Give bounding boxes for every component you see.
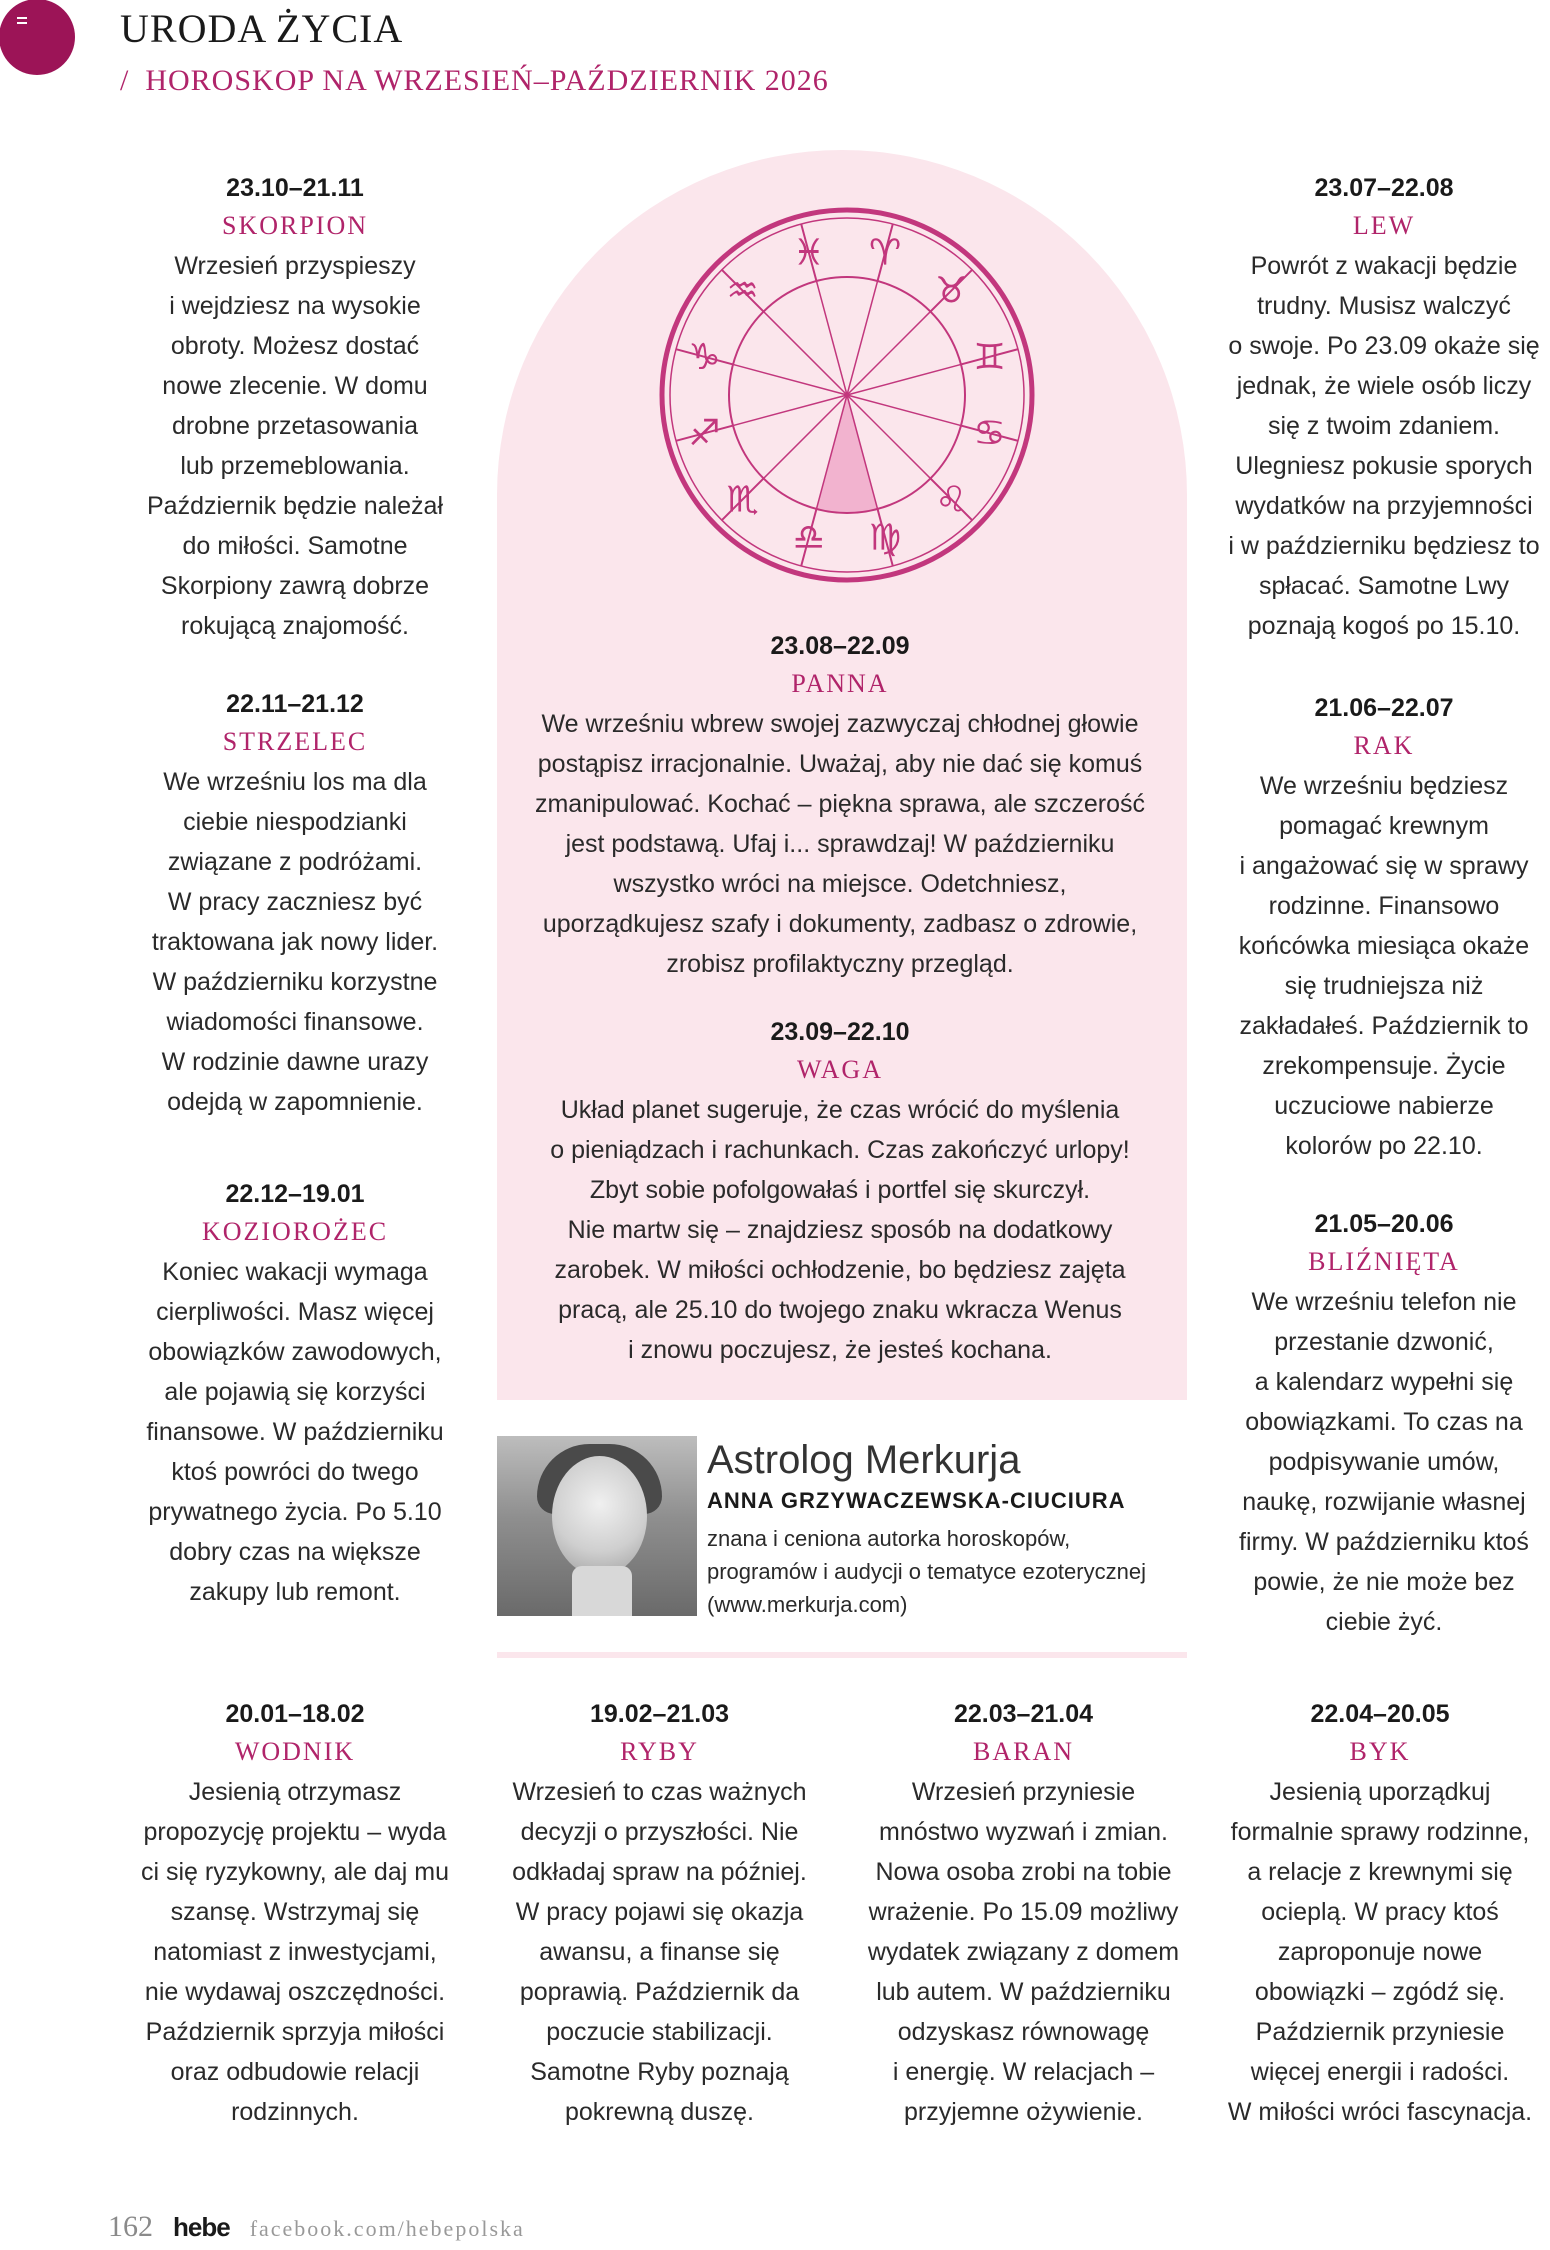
- text-line: o pieniądzach i rachunkach. Czas zakończyć urlopy!: [550, 1136, 1130, 1164]
- text-line: odejdą w zapomnienie.: [167, 1088, 423, 1116]
- facebook-link[interactable]: facebook.com/hebepolska: [249, 2216, 525, 2241]
- sign-text: [482, 1772, 837, 2132]
- sign-name: BYK: [1349, 1737, 1411, 1766]
- text-line: ciebie żyć.: [1325, 1608, 1443, 1636]
- text-line: rodzinne. Finansowo: [1268, 892, 1500, 920]
- text-line: powie, że nie może bez: [1253, 1568, 1515, 1596]
- sign-wodnik: [120, 1696, 470, 2132]
- sign-text: [1218, 246, 1550, 646]
- text-line: Powrót z wakacji będzie: [1250, 252, 1518, 280]
- text-line: Nie martw się – znajdziesz sposób na dodatkowy: [567, 1216, 1113, 1244]
- text-line: i w październiku będziesz to: [1228, 532, 1540, 560]
- sign-text: [1210, 1772, 1550, 2132]
- page-footer: [108, 2210, 525, 2250]
- section-title: [120, 64, 829, 98]
- sign-name: PANNA: [791, 669, 889, 698]
- text-line: wydatek związany z domem: [867, 1938, 1180, 1966]
- text-line: Jesienią uporządkuj: [1269, 1778, 1491, 1806]
- text-line: obowiązki – zgódź się.: [1254, 1978, 1506, 2006]
- text-line: Ulegniesz pokusie sporych: [1235, 452, 1533, 480]
- wheel-spoke: [847, 281, 878, 395]
- sign-baran: [846, 1696, 1201, 2132]
- text-line: (www.merkurja.com): [707, 1592, 908, 1617]
- text-line: awansu, a finanse się: [539, 1938, 780, 1966]
- text-line: zrekompensuje. Życie: [1262, 1052, 1506, 1080]
- text-line: się z twoim zdaniem.: [1267, 412, 1501, 440]
- sign-dates: 22.12–19.01: [225, 1180, 365, 1208]
- wheel-spoke: [733, 364, 847, 395]
- text-line: wrażenie. Po 15.09 możliwy: [868, 1898, 1179, 1926]
- text-line: Skorpiony zawrą dobrze: [160, 572, 430, 600]
- text-line: szansę. Wstrzymaj się: [170, 1898, 420, 1926]
- sign-name: KOZIOROŻEC: [201, 1217, 389, 1246]
- text-line: mnóstwo wyzwań i zmian.: [879, 1818, 1168, 1846]
- sign-name: WODNIK: [234, 1737, 356, 1766]
- text-line: Samotne Ryby poznają: [530, 2058, 789, 2086]
- sign-ryby: [482, 1696, 837, 2132]
- zodiac-glyph-icon: ♋: [973, 413, 1006, 455]
- text-line: spłacać. Samotne Lwy: [1258, 572, 1510, 600]
- text-line: lub przemeblowania.: [180, 452, 410, 480]
- text-line: ciebie niespodzianki: [183, 808, 407, 836]
- text-line: programów i audycji o tematyce ezoterycznej: [707, 1559, 1146, 1584]
- sign-text: [510, 704, 1170, 984]
- text-line: obroty. Możesz dostać: [170, 332, 420, 360]
- sign-name: STRZELEC: [222, 727, 368, 756]
- sign-text: [1218, 1282, 1550, 1642]
- page-number: 162: [108, 2210, 153, 2243]
- zodiac-glyph-icon: ♑: [688, 336, 721, 378]
- sign-text: [130, 246, 460, 646]
- text-line: propozycję projektu – wyda: [143, 1818, 447, 1846]
- text-line: Październik sprzyja miłości: [145, 2018, 445, 2046]
- wheel-spoke: [733, 395, 847, 426]
- text-line: W pracy pojawi się okazja: [515, 1898, 804, 1926]
- sign-dates: 22.04–20.05: [1310, 1700, 1450, 1728]
- sign-strzelec: [130, 686, 460, 1122]
- menu-button[interactable]: [0, 0, 75, 75]
- text-line: Październik będzie należał: [146, 492, 443, 520]
- section-slash: /: [120, 64, 130, 97]
- text-line: przestanie dzwonić,: [1274, 1328, 1494, 1356]
- sign-waga: [510, 1014, 1170, 1370]
- text-line: rokującą znajomość.: [181, 612, 409, 640]
- text-line: wiadomości finansowe.: [166, 1008, 424, 1036]
- sign-byk: [1210, 1696, 1550, 2132]
- sign-dates: 23.08–22.09: [770, 632, 910, 660]
- sign-lew: [1218, 170, 1550, 646]
- sign-name: SKORPION: [221, 211, 369, 240]
- text-line: postąpisz irracjonalnie. Uważaj, aby nie dać się komuś: [537, 750, 1143, 778]
- zodiac-wheel-icon: [652, 200, 1042, 590]
- text-line: Układ planet sugeruje, że czas wrócić do myślenia: [560, 1096, 1120, 1124]
- text-line: We wrześniu będziesz: [1259, 772, 1509, 800]
- text-line: zakładałeś. Październik to: [1239, 1012, 1529, 1040]
- wheel-spoke: [764, 312, 847, 395]
- text-line: We wrześniu los ma dla: [163, 768, 427, 796]
- sign-text: [1218, 766, 1550, 1166]
- text-line: We wrześniu wbrew swojej zazwyczaj chłodnej głowie: [541, 710, 1139, 738]
- text-line: wydatków na przyjemności: [1235, 492, 1533, 520]
- text-line: W miłości wróci fascynacja.: [1227, 2098, 1533, 2126]
- text-line: końcówka miesiąca okaże: [1238, 932, 1530, 960]
- sign-skorpion: [130, 170, 460, 646]
- zodiac-glyph-icon: ♍: [869, 517, 902, 559]
- sign-name: RAK: [1353, 731, 1415, 760]
- author-brand: Astrolog Merkurja: [707, 1438, 1021, 1482]
- arch-divider: [497, 1652, 1187, 1658]
- text-line: i energię. W relacjach –: [892, 2058, 1155, 2086]
- text-line: się trudniejsza niż: [1284, 972, 1484, 1000]
- text-line: więcej energii i radości.: [1250, 2058, 1510, 2086]
- text-line: W rodzinie dawne urazy: [161, 1048, 429, 1076]
- sign-dates: 20.01–18.02: [225, 1700, 365, 1728]
- text-line: o swoje. Po 23.09 okaże się: [1228, 332, 1540, 360]
- text-line: cierpliwości. Masz więcej: [156, 1298, 434, 1326]
- author-name: ANNA GRZYWACZEWSKA-CIUCIURA: [707, 1488, 1126, 1513]
- zodiac-glyph-icon: ♉: [935, 270, 968, 312]
- text-line: pokrewną duszę.: [564, 2098, 754, 2126]
- text-line: Październik przyniesie: [1255, 2018, 1505, 2046]
- text-line: Wrzesień to czas ważnych: [512, 1778, 807, 1806]
- text-line: rodzinnych.: [231, 2098, 359, 2126]
- zodiac-glyph-icon: ♌: [935, 479, 968, 521]
- author-photo-face: [552, 1456, 647, 1576]
- text-line: obowiązków zawodowych,: [148, 1338, 442, 1366]
- sign-text: [130, 1252, 460, 1612]
- sign-text: [846, 1772, 1201, 2132]
- text-line: do miłości. Samotne: [182, 532, 408, 560]
- text-line: a relacje z krewnymi się: [1247, 1858, 1513, 1886]
- text-line: uczuciowe nabierze: [1274, 1092, 1494, 1120]
- sign-name: RYBY: [620, 1737, 699, 1766]
- text-line: Nowa osoba zrobi na tobie: [875, 1858, 1172, 1886]
- wheel-spoke: [847, 312, 930, 395]
- text-line: pracą, ale 25.10 do twojego znaku wkracza Wenus: [558, 1296, 1122, 1324]
- text-line: znana i ceniona autorka horoskopów,: [707, 1526, 1071, 1551]
- text-line: poprawią. Październik da: [519, 1978, 800, 2006]
- text-line: natomiast z inwestycjami,: [153, 1938, 437, 1966]
- magazine-title: URODA ŻYCIA: [120, 6, 404, 51]
- author-photo-neck: [572, 1566, 632, 1616]
- text-line: decyzji o przyszłości. Nie: [520, 1818, 799, 1846]
- sign-text: [510, 1090, 1170, 1370]
- text-line: kolorów po 22.10.: [1285, 1132, 1483, 1160]
- text-line: We wrześniu telefon nie: [1251, 1288, 1517, 1316]
- text-line: Koniec wakacji wymaga: [162, 1258, 428, 1286]
- section-title-text: HOROSKOP NA WRZESIEŃ–PAŹDZIERNIK 2026: [145, 64, 829, 97]
- text-line: ci się ryzykowny, ale daj mu: [141, 1858, 449, 1886]
- author-bio: [707, 1522, 1197, 1621]
- author-photo: [497, 1436, 697, 1616]
- text-line: Zbyt sobie pofolgowałaś i portfel się skurczył.: [589, 1176, 1091, 1204]
- text-line: wszystko wróci na miejsce. Odetchniesz,: [613, 870, 1067, 898]
- text-line: W pracy zaczniesz być: [167, 888, 423, 916]
- sign-dates: 21.05–20.06: [1314, 1210, 1454, 1238]
- text-line: zakupy lub remont.: [189, 1578, 401, 1606]
- text-line: odzyskasz równowagę: [897, 2018, 1150, 2046]
- sign-bliznieta: [1218, 1206, 1550, 1642]
- text-line: jednak, że wiele osób liczy: [1236, 372, 1532, 400]
- sign-dates: 19.02–21.03: [589, 1700, 730, 1728]
- text-line: ocieplą. W pracy ktoś: [1261, 1898, 1499, 1926]
- text-line: pomagać krewnym: [1279, 812, 1489, 840]
- sign-dates: 22.03–21.04: [953, 1700, 1094, 1728]
- author-box: [497, 1436, 1197, 1626]
- sign-koziorozec: [130, 1176, 460, 1612]
- sign-name: LEW: [1352, 211, 1416, 240]
- text-line: ktoś powróci do twego: [171, 1458, 419, 1486]
- text-line: uporządkujesz szafy i dokumenty, zadbasz o zdrowie,: [542, 910, 1138, 938]
- text-line: i znowu poczujesz, że jesteś kochana.: [628, 1336, 1052, 1364]
- sign-text: [120, 1772, 470, 2132]
- text-line: zmanipulować. Kochać – piękna sprawa, ale szczerość: [534, 790, 1146, 818]
- text-line: nowe zlecenie. W domu: [162, 372, 428, 400]
- zodiac-glyph-icon: ♏: [726, 479, 759, 521]
- text-line: zaproponuje nowe: [1277, 1938, 1483, 1966]
- text-line: Jesienią otrzymasz: [188, 1778, 402, 1806]
- text-line: związane z podróżami.: [167, 848, 423, 876]
- zodiac-glyph-icon: ♐: [688, 413, 721, 455]
- text-line: podpisywanie umów,: [1268, 1448, 1500, 1476]
- wheel-highlight: [816, 395, 877, 513]
- sign-name: BARAN: [972, 1737, 1074, 1766]
- zodiac-glyph-icon: ♊: [973, 336, 1006, 378]
- sign-dates: 23.07–22.08: [1314, 174, 1454, 202]
- text-line: formalnie sprawy rodzinne,: [1230, 1818, 1530, 1846]
- text-line: trudny. Musisz walczyć: [1257, 292, 1511, 320]
- text-line: przyjemne ożywienie.: [904, 2098, 1143, 2126]
- sign-dates: 23.09–22.10: [770, 1018, 910, 1046]
- wheel-spoke: [816, 281, 847, 395]
- text-line: oraz odbudowie relacji: [170, 2058, 420, 2086]
- hebe-logo: hebe: [173, 2212, 230, 2242]
- text-line: Wrzesień przyniesie: [911, 1778, 1136, 1806]
- zodiac-glyph-icon: ♓: [792, 232, 825, 274]
- zodiac-glyph-icon: ♎: [792, 517, 825, 559]
- sign-name: BLIŹNIĘTA: [1308, 1247, 1460, 1276]
- text-line: zarobek. W miłości ochłodzenie, bo będziesz zajęta: [554, 1256, 1126, 1284]
- text-line: prywatnego życia. Po 5.10: [148, 1498, 442, 1526]
- wheel-spoke: [847, 364, 961, 395]
- text-line: traktowana jak nowy lider.: [151, 928, 439, 956]
- sign-text: [130, 762, 460, 1122]
- menu-icon: [17, 17, 27, 27]
- text-line: firmy. W październiku ktoś: [1239, 1528, 1529, 1556]
- text-line: lub autem. W październiku: [876, 1978, 1171, 2006]
- text-line: finansowe. W październiku: [146, 1418, 444, 1446]
- text-line: a kalendarz wypełni się: [1254, 1368, 1514, 1396]
- text-line: naukę, rozwijanie własnej: [1242, 1488, 1526, 1516]
- sign-dates: 23.10–21.11: [226, 174, 364, 202]
- text-line: poczucie stabilizacji.: [546, 2018, 773, 2046]
- text-line: poznają kogoś po 15.10.: [1247, 612, 1521, 640]
- text-line: nie wydawaj oszczędności.: [144, 1978, 446, 2006]
- text-line: zrobisz profilaktyczny przegląd.: [666, 950, 1014, 978]
- zodiac-glyph-icon: ♒: [726, 270, 759, 312]
- text-line: obowiązkami. To czas na: [1245, 1408, 1523, 1436]
- text-line: odkładaj spraw na później.: [512, 1858, 807, 1886]
- text-line: jest podstawą. Ufaj i... sprawdzaj! W październiku: [565, 830, 1115, 858]
- text-line: ale pojawią się korzyści: [164, 1378, 426, 1406]
- text-line: i wejdziesz na wysokie: [169, 292, 421, 320]
- sign-name: WAGA: [797, 1055, 883, 1084]
- text-line: dobry czas na większe: [169, 1538, 421, 1566]
- sign-dates: 22.11–21.12: [226, 690, 364, 718]
- wheel-spoke: [847, 395, 961, 426]
- sign-dates: 21.06–22.07: [1314, 694, 1454, 722]
- text-line: W październiku korzystne: [152, 968, 438, 996]
- text-line: Wrzesień przyspieszy: [174, 252, 416, 280]
- sign-panna: [510, 628, 1170, 984]
- text-line: i angażować się w sprawy: [1239, 852, 1529, 880]
- text-line: drobne przetasowania: [172, 412, 418, 440]
- zodiac-glyph-icon: ♈: [869, 232, 902, 274]
- sign-rak: [1218, 690, 1550, 1166]
